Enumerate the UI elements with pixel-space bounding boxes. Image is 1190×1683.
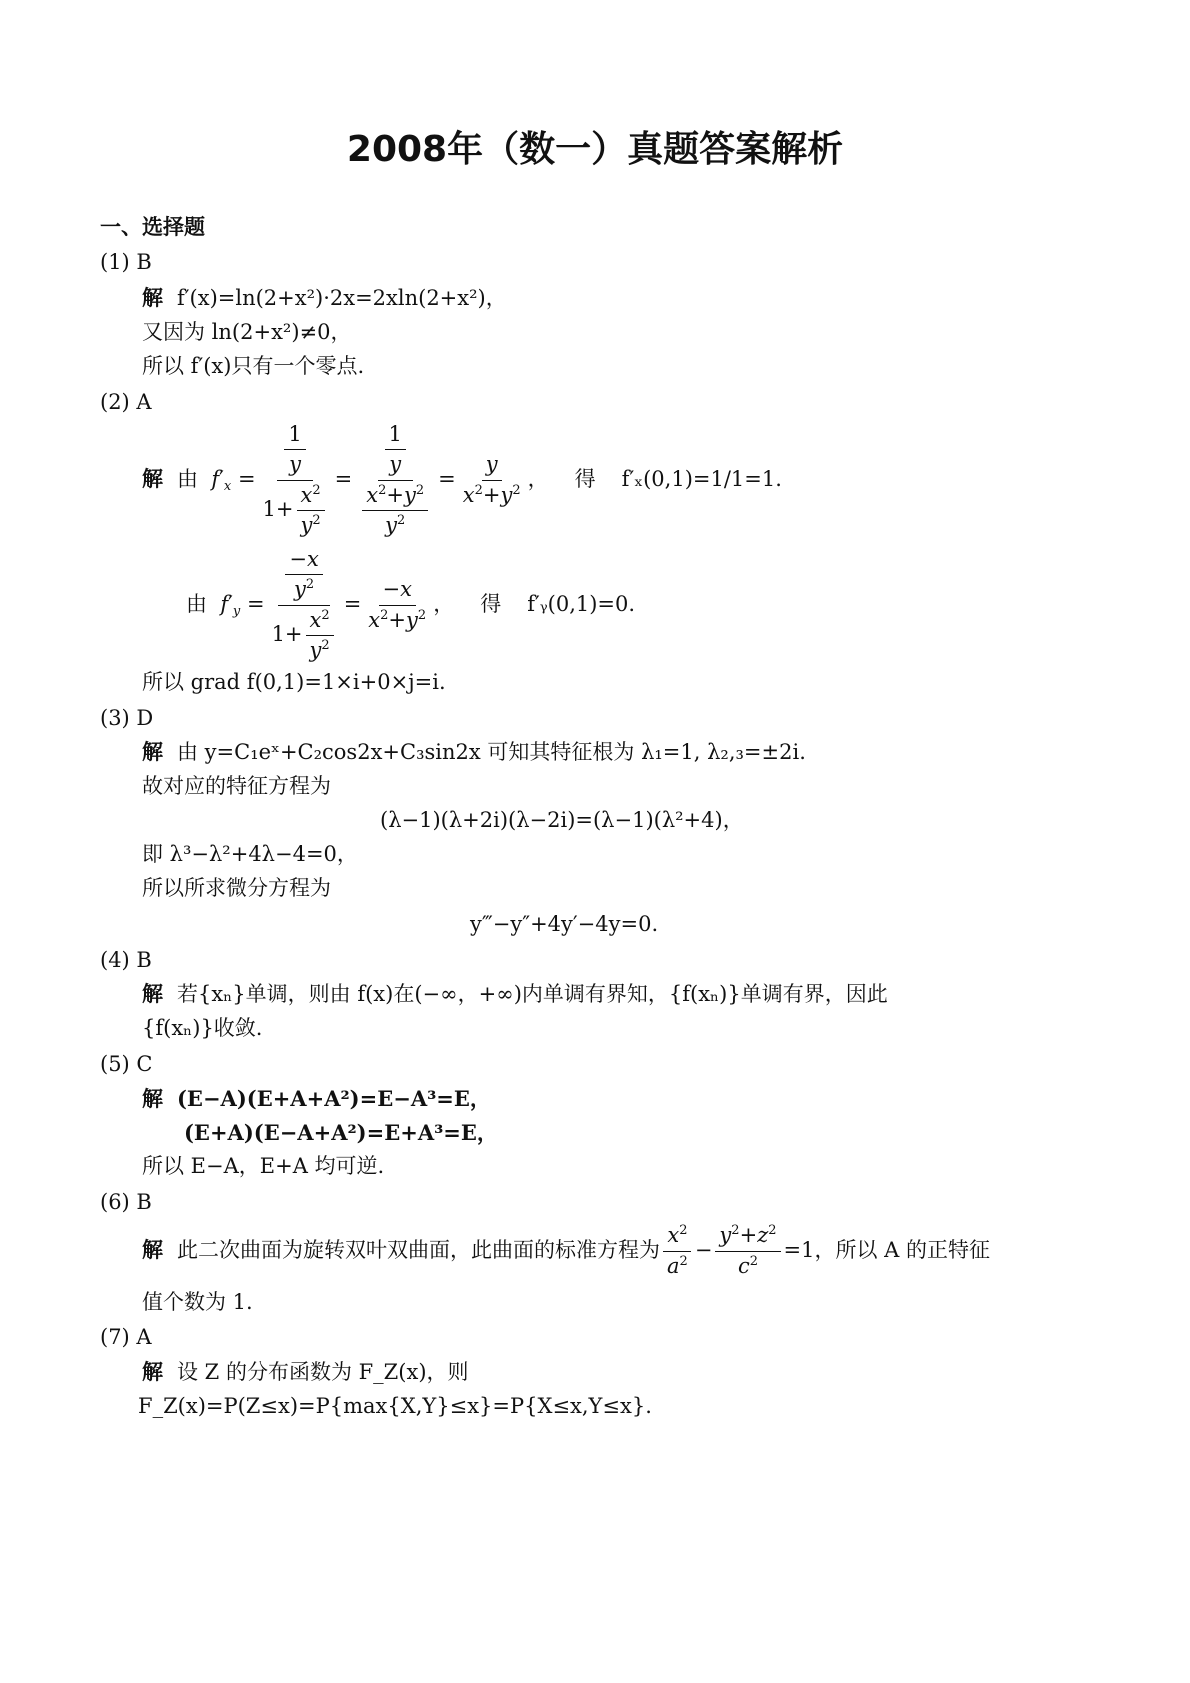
q6-line1-post: =1，所以 A 的正特征 xyxy=(783,1238,991,1263)
fraction: $\frac{\frac{1}{y}}{\frac{x^2+y^2}{y^2}}$ xyxy=(355,422,435,538)
q2-result-x: f′ₓ(0,1)=1/1=1. xyxy=(621,467,782,492)
fraction: $\frac{y^2+z^2}{c^2}$ xyxy=(715,1223,780,1278)
q3-line4: 所以所求微分方程为 xyxy=(142,876,331,900)
q3-line1-text: 由 y=C₁eˣ+C₂cos2x+C₃sin2x 可知其特征根为 λ₁=1, λ₂,₃=±2i. xyxy=(177,740,806,764)
q7-line2: F_Z(x)=P(Z≤x)=P{max{X,Y}≤x}=P{X≤x,Y≤x}. xyxy=(138,1394,652,1418)
fraction: $\frac{-x}{x^2+y^2}$ xyxy=(368,577,427,632)
q2-by: 由 xyxy=(177,467,198,492)
q2-conclusion: 所以 grad f(0,1)=1×i+0×j=i. xyxy=(142,670,446,694)
q3-line1 xyxy=(142,740,806,765)
q3-eq1: (λ−1)(λ+2i)(λ−2i)=(λ−1)(λ²+4)， xyxy=(380,808,744,832)
q5-eq1-text: (E−A)(E+A+A²)=E−A³=E， xyxy=(177,1086,491,1111)
q6-line2: 值个数为 1. xyxy=(142,1290,253,1314)
q2-result-y: f′ᵧ(0,1)=0. xyxy=(527,592,636,617)
q3-line2: 故对应的特征方程为 xyxy=(142,774,331,798)
fraction: $\frac{-x}{y^2}$ 1+ $\frac{x^2}{y^2}$ xyxy=(268,547,341,663)
q4-line1 xyxy=(142,982,888,1007)
page-title: 2008年（数一）真题答案解析 xyxy=(346,129,844,170)
q5-label: (5) C xyxy=(100,1052,153,1076)
solution-marker: 解 xyxy=(142,467,163,492)
solution-marker: 解 xyxy=(142,982,163,1006)
fraction: $\frac{x^2}{a^2}$ xyxy=(663,1223,692,1278)
q2-by: 由 xyxy=(186,592,207,617)
q5-eq1 xyxy=(142,1086,491,1112)
section-heading: 一、选择题 xyxy=(100,215,205,239)
q1-line1-text: f′(x)=ln(2+x²)·2x=2xln(2+x²)， xyxy=(177,286,507,310)
q7-line1-text: 设 Z 的分布函数为 F_Z(x)，则 xyxy=(177,1360,469,1384)
q2-label: (2) A xyxy=(100,390,152,414)
solution-marker: 解 xyxy=(142,286,163,310)
q4-line2: {f(xₙ)}收敛. xyxy=(142,1016,263,1040)
solution-marker: 解 xyxy=(142,1238,163,1263)
q3-label: (3) D xyxy=(100,706,154,730)
q1-line3: 所以 f′(x)只有一个零点. xyxy=(142,354,365,378)
q4-line1-text: 若{xₙ}单调，则由 f(x)在(−∞，+∞)内单调有界知，{f(xₙ)}单调有界，因此 xyxy=(177,982,888,1006)
fraction: $\frac{1}{y}$ 1+ $\frac{x^2}{y^2}$ xyxy=(259,422,332,538)
q6-line1: 解 此二次曲面为旋转双叶双曲面，此曲面的标准方程为 $\frac{x^2}{a^2}$ − $\frac{y^2+z^2}{c^2}$ =1，所以 A 的正特征 xyxy=(142,1223,991,1278)
q5-conclusion: 所以 E−A，E+A 均可逆. xyxy=(142,1154,385,1178)
q7-line1 xyxy=(142,1360,469,1385)
q1-label: (1) B xyxy=(100,250,152,274)
q2-de: 得 xyxy=(480,592,502,617)
q6-label: (6) B xyxy=(100,1190,152,1214)
q2-fx-equation: 解 由 $f'_x$ = $\frac{1}{y}$ 1+ $\frac{x^2}{y^2}$ = $\frac{\frac{1}{y}}{\frac{x^2+y^2}{y^2}}$ = $\frac{y}{x^2+y^2}$ ， 得 f′ₓ(0,1)=1/1=1. xyxy=(142,422,782,537)
q3-line3: 即 λ³−λ²+4λ−4=0， xyxy=(142,842,358,866)
q4-label: (4) B xyxy=(100,948,152,972)
q1-line1 xyxy=(142,286,507,311)
solution-marker: 解 xyxy=(142,1360,163,1384)
q2-de: 得 xyxy=(574,467,596,492)
q3-eq2: y‴−y″+4y′−4y=0. xyxy=(470,912,659,936)
q7-label: (7) A xyxy=(100,1325,152,1349)
q1-line2: 又因为 ln(2+x²)≠0， xyxy=(142,320,352,344)
q2-fy-equation: 由 $f'_y$ = $\frac{-x}{y^2}$ 1+ $\frac{x^2}{y^2}$ = $\frac{-x}{x^2+y^2}$ ， 得 f′ᵧ(0,1)=0. xyxy=(186,547,636,662)
solution-marker: 解 xyxy=(142,1087,163,1111)
q6-line1-pre: 此二次曲面为旋转双叶双曲面，此曲面的标准方程为 xyxy=(177,1238,660,1263)
solution-marker: 解 xyxy=(142,740,163,764)
fraction: $\frac{y}{x^2+y^2}$ xyxy=(462,452,521,507)
q5-eq2: (E+A)(E−A+A²)=E+A³=E， xyxy=(184,1120,498,1145)
